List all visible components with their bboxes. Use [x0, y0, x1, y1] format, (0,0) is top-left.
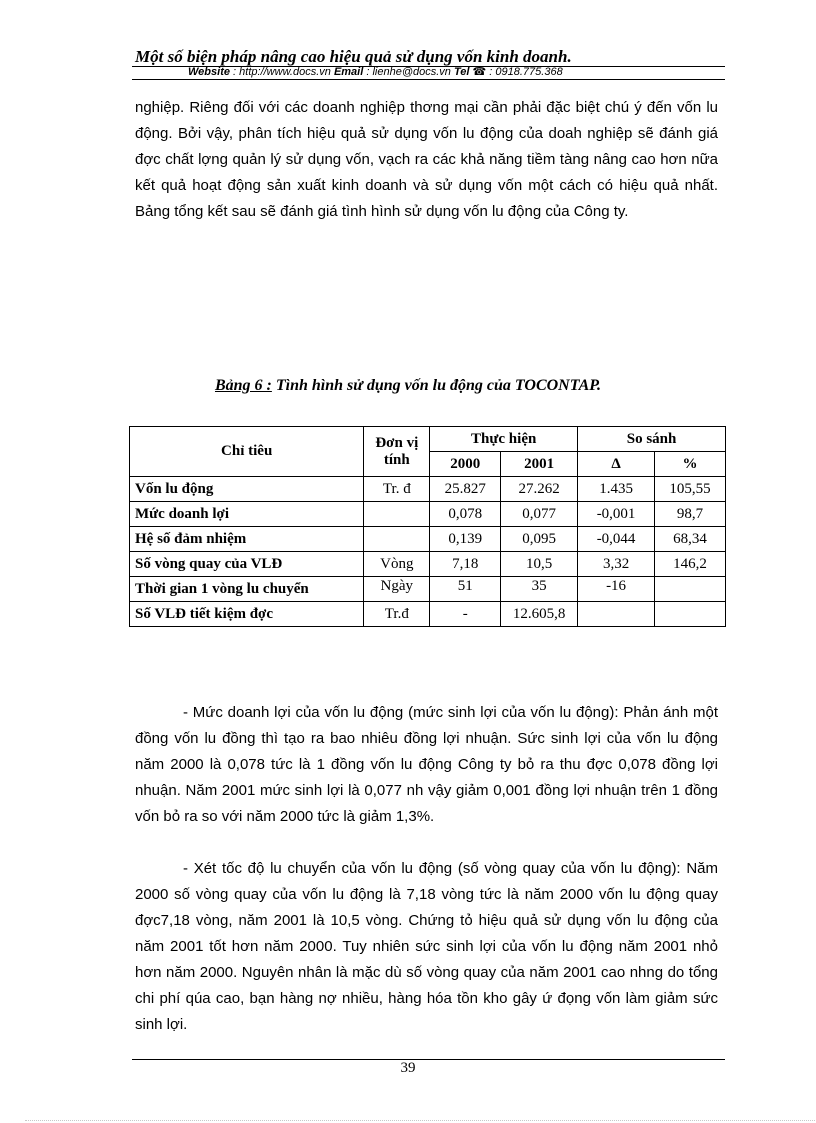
- table-caption: [0, 377, 816, 395]
- row-2001: 0,095: [501, 527, 578, 552]
- row-name: Hệ số đảm nhiệm: [130, 527, 364, 552]
- table-row: [130, 527, 726, 552]
- capital-usage-table: [129, 426, 726, 627]
- row-percent: [655, 602, 726, 627]
- header-unit: Đơn vị tính: [364, 427, 430, 477]
- row-2001: 10,5: [501, 552, 578, 577]
- website-link[interactable]: : http://www.docs.vn: [233, 66, 331, 78]
- header-compare: So sánh: [578, 427, 726, 452]
- row-delta: 3,32: [578, 552, 655, 577]
- paragraph-profitability: - Mức doanh lợi của vốn lu động (mức sinh lợi của vốn lu động): Phản ánh một đồng vốn lu đồng thì tạo ra bao nhiêu đồng lợi nhuận. Sức sinh lợi của vốn lu động năm 2000 là 0,078 tức là 1 đồng vốn lu động Công ty bỏ ra thu đợc 0,078 đồng lợi nhuận. Năm 2001 mức sinh lợi là 0,077 nh vậy giảm 0,001 đồng lợi nhuận trên 1 đồng vốn bỏ ra so với năm 2000 tức là giảm 1,3%.: [135, 704, 718, 825]
- tel-label: Tel ☎: [453, 66, 487, 78]
- table-row: [130, 477, 726, 502]
- row-unit: [364, 502, 430, 527]
- header-contact: [188, 66, 563, 78]
- website-label: Website: [188, 66, 230, 78]
- row-percent: 146,2: [655, 552, 726, 577]
- row-unit: [364, 527, 430, 552]
- header-actual: Thực hiện: [430, 427, 578, 452]
- row-delta: -0,044: [578, 527, 655, 552]
- row-name: Vốn lu động: [130, 477, 364, 502]
- row-2001: 27.262: [501, 477, 578, 502]
- header-percent: %: [655, 452, 726, 477]
- row-delta: 1.435: [578, 477, 655, 502]
- row-name: Số VLĐ tiết kiệm đợc: [130, 602, 364, 627]
- row-name: Thời gian 1 vòng lu chuyển: [130, 577, 364, 602]
- header-2000: 2000: [430, 452, 501, 477]
- email-label: Email: [333, 66, 364, 78]
- row-percent: [655, 577, 726, 602]
- header-title: Một số biện pháp nâng cao hiệu quả sử dụng vốn kinh doanh.: [135, 47, 572, 66]
- row-delta: -16: [578, 577, 655, 602]
- row-unit: Ngày: [364, 577, 430, 602]
- header-2001: 2001: [501, 452, 578, 477]
- row-2001: 12.605,8: [501, 602, 578, 627]
- header-delta: Δ: [578, 452, 655, 477]
- row-2001: 35: [501, 577, 578, 602]
- row-unit: Tr.đ: [364, 602, 430, 627]
- paragraph-turnover: - Xét tốc độ lu chuyển của vốn lu động (số vòng quay của vốn lu động): Năm 2000 số vòng quay của vốn lu động là 7,18 vòng tức là năm 2000 vốn lu động quay đợc7,18 vòng, năm 2001 là 10,5 vòng. Chứng tỏ hiệu quả sử dụng vốn lu động của năm 2001 tốt hơn năm 2000. Tuy nhiên sức sinh lợi của vốn lu động năm 2001 nhỏ hơn năm 2000. Nguyên nhân là mặc dù số vòng quay của năm 2001 cao nhng do tổng chi phí qúa cao, bạn hàng nợ nhiều, hàng hóa tồn kho gây ứ đọng vốn làm giảm sức sinh lợi.: [135, 860, 718, 1033]
- intro-paragraph: nghiệp. Riêng đối với các doanh nghiệp thơng mại cần phải đặc biệt chú ý đến vốn lu động. Bởi vậy, phân tích hiệu quả sử dụng vốn lu động của doah nghiệp sẽ đánh giá đợc chất lợng quản lý sử dụng vốn, vạch ra các khả năng tiềm tàng nâng cao hơn nữa kết quả hoạt động sản xuất kinh doanh và sử dụng vốn một cách có hiệu quả nhất. Bảng tổng kết sau sẽ đánh giá tình hình sử dụng vốn lu động của Công ty.: [135, 99, 718, 220]
- row-percent: 98,7: [655, 502, 726, 527]
- row-2000: 7,18: [430, 552, 501, 577]
- table-caption-label: Bảng 6 :: [214, 377, 272, 394]
- row-2000: -: [430, 602, 501, 627]
- row-2000: 51: [430, 577, 501, 602]
- table-row: [130, 577, 726, 602]
- row-2000: 0,078: [430, 502, 501, 527]
- row-delta: -0,001: [578, 502, 655, 527]
- tel-value: : 0918.775.368: [489, 66, 563, 78]
- row-percent: 68,34: [655, 527, 726, 552]
- row-2000: 0,139: [430, 527, 501, 552]
- page-number: 39: [400, 1060, 416, 1076]
- header-rule-bottom: [132, 79, 725, 80]
- row-2000: 25.827: [430, 477, 501, 502]
- header-indicator: Chỉ tiêu: [130, 427, 364, 477]
- email-link[interactable]: : lienhe@docs.vn: [366, 66, 451, 78]
- row-name: Số vòng quay của VLĐ: [130, 552, 364, 577]
- table-row: [130, 502, 726, 527]
- row-delta: [578, 602, 655, 627]
- row-unit: Tr. đ: [364, 477, 430, 502]
- page-edge-divider: [25, 1120, 815, 1121]
- table-row: [130, 602, 726, 627]
- row-name: Mức doanh lợi: [130, 502, 364, 527]
- row-2001: 0,077: [501, 502, 578, 527]
- row-unit: Vòng: [364, 552, 430, 577]
- row-percent: 105,55: [655, 477, 726, 502]
- table-row: [130, 552, 726, 577]
- table-caption-text: Tình hình sử dụng vốn lu động của TOCONTAP.: [271, 377, 601, 394]
